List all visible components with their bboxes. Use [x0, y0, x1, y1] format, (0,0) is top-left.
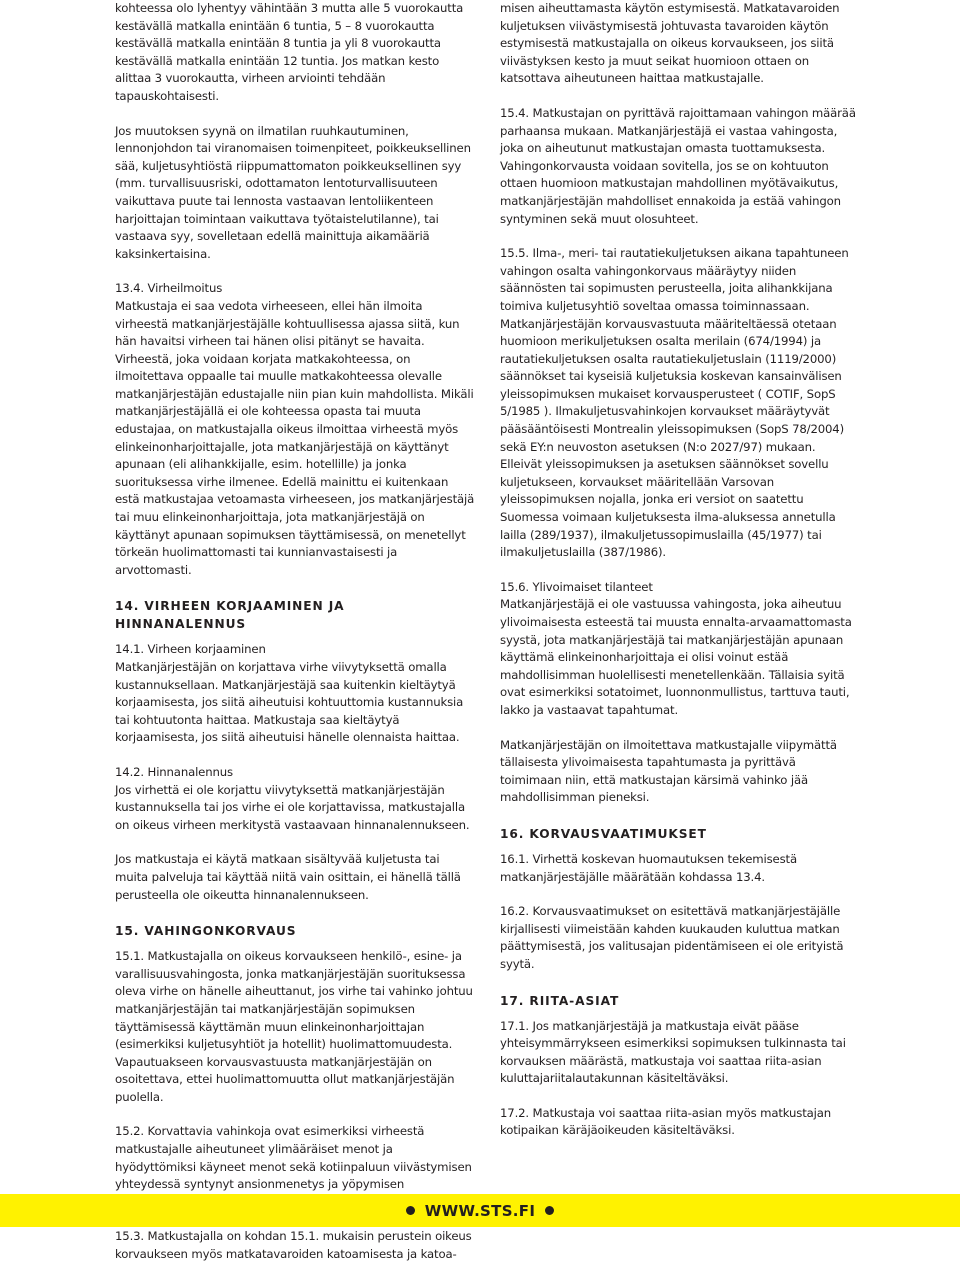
- section-title: 15.6. Ylivoimaiset tilanteet: [500, 579, 653, 594]
- section-13-4: [115, 280, 475, 579]
- heading-17: 17. RIITA-ASIAT: [500, 993, 620, 1008]
- paragraph: Jos matkustaja ei käytä matkaan sisältyvää kuljetusta tai muita palveluja tai käyttää niitä vain osittain, ei hänellä tällä perusteella ole oikeutta hinnanalennukseen.: [115, 852, 461, 902]
- paragraph: Matkanjärjestäjän on ilmoitettava matkustajalle viipymättä tällaisesta ylivoimaisesta tapahtumasta ja pyrittävä toimimaan niin, että matkustajan kärsimä vahinko jää mahdollisimman pieneksi.: [500, 737, 837, 805]
- section-body: Matkanjärjestäjän on korjattava virhe viivytyksettä omalla kustannuksellaan. Matkanjärjestäjä saa kuitenkin kieltäytyä korjaamisesta, jos siitä aiheutuisi kohtuuttomia kustannuksia tai kohtuutonta haittaa. Matkustaja saa kieltäytyä korjaamisesta, jos siitä aiheutuisi hänelle olennaista haittaa.: [115, 660, 464, 745]
- section-body: Matkustaja ei saa vedota virheeseen, ellei hän ilmoita virheestä matkanjärjestäjälle kohtuullisessa ajassa siitä, kun hän havaitsi virheen tai hänen olisi pitänyt se havaita. Virheestä, joka voidaan korjata matkakohteessa, on ilmoitettava oppaalle tai muulle matkakohteessa olevalle matkanjärjestäjän edustajalle niin pian kuin mahdollista. Mikäli matkanjärjestäjällä ei ole kohteessa opasta tai muuta edustajaa, on matkustajalla oikeus ilmoittaa virheestä myös elinkeinonharjoittajalle, jota matkanjärjestäjä on käyttänyt apunaan (eli alihankkijalle, esim. hotellille) ja jonka suorituksessa virhe ilmenee. Edellä mainittu ei kuitenkaan estä matkustajaa vetoamasta virheeseen, jos matkanjärjestäjä tai muu elinkeinonharjoittaja, jota matkanjärjestäjä on käyttänyt apunaan sopimuksen täyttämisessä, on menetellyt törkeän huolimattomasti tai kunnianvastaisesti ja arvottomasti.: [115, 298, 475, 577]
- section-title: 14.2. Hinnanalennus: [115, 764, 233, 779]
- paragraph: Jos muutoksen syynä on ilmatilan ruuhkautuminen, lennonjohdon tai viranomaisen toimenpiteet, poikkeuksellinen sää, kuljetusyhtiöstä riippumattomaton poikkeuksellinen syy (mm. turvallisuusriski, odottamaton lentoturvallisuuteen vaikuttava puute tai lennosta vastaavan lentoliikenteen harjoittajan toimintaan vaikuttava työtaistelutilanne), tai vastaava syy, sovelletaan edellä mainittuja aikamääriä kaksinkertaisina.: [115, 123, 471, 261]
- section-16-2: 16.2. Korvausvaatimukset on esitettävä matkanjärjestäjälle kirjallisesti viimeistään kahden kuukauden kuluttua matkan päättymisestä, jos valitusajan pidentämiseen ei ole erityistä syytä.: [500, 904, 844, 971]
- section-body: Matkanjärjestäjä ei ole vastuussa vahingosta, joka aiheutuu ylivoimaisesta esteestä tai muusta ennalta-arvaamattomasta syystä, jota matkanjärjestäjä tai matkanjärjestäjän apunaan käyttämä elinkeinonharjoittaja ei olisi voinut estää mahdollisimman huolellisesti menetellenkään. Tällaisia syitä ovat esimerkiksi sotatoimet, luonnonmullistus, tarttuva tauti, lakko ja vastaavat tapahtumat.: [500, 597, 852, 717]
- section-15-3: 15.3. Matkustajalla on kohdan 15.1. mukaisin perustein oikeus korvaukseen myös matkatavaroiden katoamisesta ja katoa-: [115, 1229, 472, 1262]
- section-15-5: 15.5. Ilma-, meri- tai rautatiekuljetuksen aikana tapahtuneen vahingon osalta vahingonkorvaus määräytyy niiden säännösten tai sopimusten perusteella, joita alihankkijana toimiva kuljetusyhtiö soveltaa omassa toiminnassaan. Matkanjärjestäjän korvausvastuuta määriteltäessä otetaan huomioon merikuljetuksen osalta merilain (674/1994) ja rautatiekuljetuksen osalta rautatiekuljetuslain (1119/2000) säännökset tai kyseisiä kuljetuksia koskevan kansainvälisen yleissopimuksen mukaiset korvausperusteet ( COTIF, SopS 5/1985 ). Ilmakuljetusvahinkojen korvaukset määräytyvät pääsääntöisesti Montrealin yleissopimuksen (SopS 78/2004) sekä EY:n neuvoston asetuksen (N:o 2027/97) mukaan. Elleivät yleissopimuksen ja asetuksen säännökset sovellu kuljetukseen, korvaukset määritellään Varsovan yleissopimuksen nojalla, jonka eri versiot on saatettu Suomessa voimaan kuljetuksesta ilma-aluksessa annetulla lailla (289/1937), ilmakuljetussopimuslailla (45/1977) tai ilmakuljetuslailla (387/1986).: [500, 246, 849, 560]
- section-15-4: 15.4. Matkustajan on pyrittävä rajoittamaan vahingon määrää parhaansa mukaan. Matkanjärjestäjä ei vastaa vahingosta, joka on aiheutunut matkustajan omasta tuottamuksesta. Vahingonkorvausta voidaan sovitella, jos se on kohtuuton ottaen huomioon matkustajan mahdollinen myötävaikutus, matkanjärjestäjän mahdolliset ennakoida ja estää vahingon syntyminen sekä muut olosuhteet.: [500, 105, 856, 226]
- right-column: [500, 0, 860, 1140]
- bullet-dot-icon: [545, 1206, 554, 1215]
- section-14-1: [115, 641, 475, 747]
- heading-15: 15. VAHINGONKORVAUS: [115, 924, 297, 939]
- footer-bar: [0, 1194, 960, 1227]
- heading-14: 14. VIRHEEN KORJAAMINEN JA HINNANALENNUS: [115, 599, 345, 632]
- paragraph: kohteessa olo lyhentyy vähintään 3 mutta alle 5 vuorokautta kestävällä matkalla enintään 6 tuntia, 5 – 8 vuorokautta kestävällä matkalla enintään 8 tuntia ja yli 8 vuorokautta kestävällä matkalla enintään 12 tuntia. Jos matkan kesto alittaa 3 vuorokautta, virheen arviointi tehdään tapauskohtaisesti.: [115, 1, 464, 103]
- bullet-dot-icon: [406, 1206, 415, 1215]
- heading-16: 16. KORVAUSVAATIMUKSET: [500, 826, 707, 841]
- section-15-1: 15.1. Matkustajalla on oikeus korvaukseen henkilö-, esine- ja varallisuusvahingosta, jonka matkanjärjestäjän suorituksessa oleva virhe on hänelle aiheuttanut, jos virhe tai vahinko johtuu matkanjärjestäjän tai matkanjärjestäjän sopimuksen täyttämisessä käyttämän muun elinkeinonharjoittajan (esimerkiksi kuljetusyhtiöt ja hotellit) huolimattomuudesta. Vapautuakseen korvausvastuusta matkanjärjestäjän on osoitettava, ettei huolimattomuutta ollut matkanjärjestäjän puolella.: [115, 949, 473, 1104]
- section-title: 14.1. Virheen korjaaminen: [115, 642, 266, 657]
- section-17-1: 17.1. Jos matkanjärjestäjä ja matkustaja eivät pääse yhteisymmärrykseen esimerkiksi sopimuksen tulkinnasta tai korvauksen määrästä, matkustaja voi saattaa riita-asian kuluttajariitalautakunnan käsiteltäväksi.: [500, 1018, 846, 1086]
- left-column: [115, 0, 475, 1264]
- section-title: 13.4. Virheilmoitus: [115, 281, 223, 296]
- section-body: Jos virhettä ei ole korjattu viivytyksettä matkanjärjestäjän kustannuksella tai jos virhe ei ole korjattavissa, matkustajalla on oikeus virheen merkitystä vastaavaan hinnanalennukseen.: [115, 782, 470, 832]
- section-14-2: [115, 764, 475, 834]
- section-15-2: 15.2. Korvattavia vahinkoja ovat esimerkiksi virheestä matkustajalle aiheutuneet ylimääräiset menot ja hyödyttömiksi käyneet menot sekä kotiinpaluun viivästymisen yhteydessä syntynyt ansionmenetys ja yöpymisen: [115, 1124, 472, 1192]
- paragraph: misen aiheuttamasta käytön estymisestä. Matkatavaroiden kuljetuksen viivästymisestä johtuvasta tavaroiden käytön estymisestä matkustajalla on oikeus korvaukseen, jos siitä viivästyksen kesto ja muut seikat huomioon ottaen on katsottava aiheutuneen haittaa matkustajalle.: [500, 1, 840, 86]
- section-16-1: 16.1. Virhettä koskevan huomautuksen tekemisestä matkanjärjestäjälle määrätään kohdassa 13.4.: [500, 851, 797, 884]
- section-15-6: [500, 579, 860, 720]
- section-17-2: 17.2. Matkustaja voi saattaa riita-asian myös matkustajan kotipaikan käräjäoikeuden käsiteltäväksi.: [500, 1105, 832, 1138]
- footer-url-link[interactable]: WWW.STS.FI: [424, 1201, 536, 1220]
